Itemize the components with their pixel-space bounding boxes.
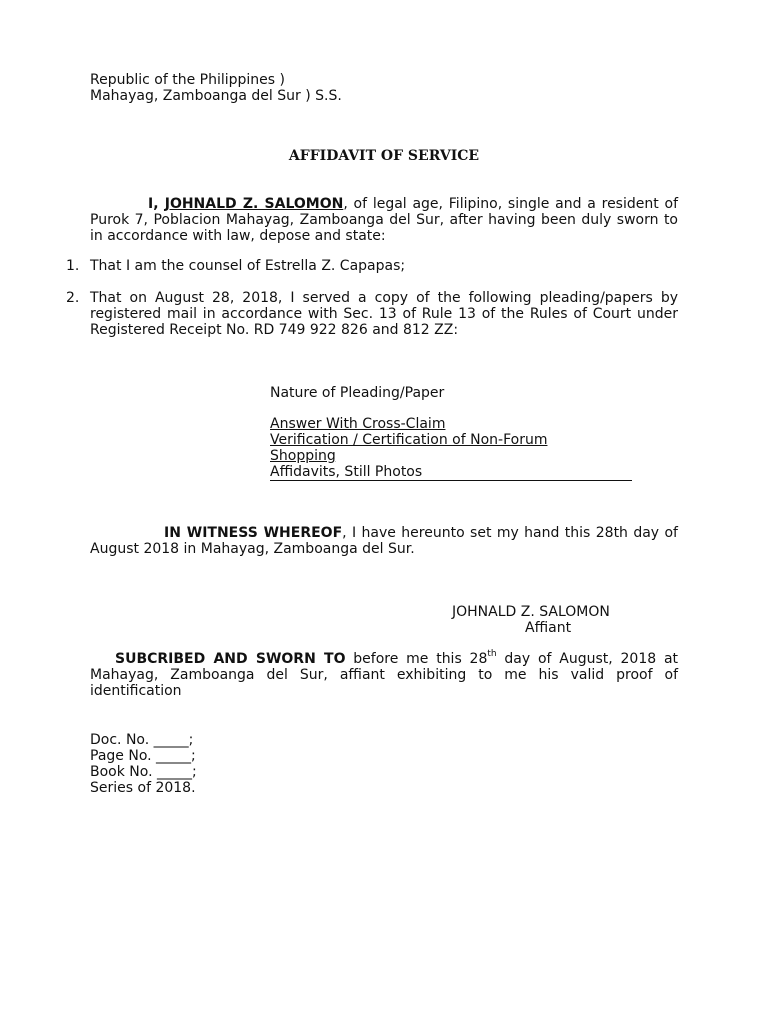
jurat-superscript: th — [487, 649, 497, 660]
list-item-text: That on August 28, 2018, I served a copy of the following pleading/papers by registered mail in accordance with Sec. 13 of Rule 13 of the Rules of Court under Registered Receipt No. RD 749 922 826 and 812 ZZ: — [90, 290, 678, 338]
nature-heading: Nature of Pleading/Paper — [270, 385, 445, 401]
jurat-text-2: day of August, 2018 at Mahayag, Zamboanga del Sur, affiant exhibiting to me his valid proof of identification — [90, 651, 679, 699]
nature-entry: Shopping — [270, 448, 336, 464]
signature-name: JOHNALD Z. SALOMON — [452, 604, 610, 620]
nature-entry: Verification / Certification of Non-Forum — [270, 432, 548, 448]
nature-entry: Answer With Cross-Claim — [270, 416, 446, 432]
series: Series of 2018. — [90, 780, 196, 796]
venue-line-1: Republic of the Philippines ) — [90, 72, 285, 88]
list-item — [66, 290, 678, 338]
list-item-number: 1. — [66, 258, 80, 274]
list-item-number: 2. — [66, 290, 80, 306]
jurat-lead: SUBCRIBED AND SWORN TO — [115, 651, 346, 667]
witness-paragraph — [90, 525, 678, 557]
doc-no: Doc. No. _____; — [90, 732, 194, 748]
list-item-text: That I am the counsel of Estrella Z. Capapas; — [90, 258, 406, 274]
venue-block — [90, 72, 510, 104]
witness-lead: IN WITNESS WHEREOF — [164, 525, 343, 541]
jurat-text-1: before me this 28 — [345, 651, 488, 667]
intro-text: , of legal age, Filipino, single and a resident of Purok 7, Poblacion Mahayag, Zamboanga del Sur, after having been duly sworn to in accordance with law, depose and state: — [90, 196, 678, 244]
witness-text: , I have hereunto set my hand this 28th day of August 2018 in Mahayag, Zamboanga del Sur. — [90, 525, 678, 557]
affiant-name: JOHNALD Z. SALOMON — [164, 196, 344, 212]
notarial-register — [90, 732, 390, 796]
book-no: Book No. _____; — [90, 764, 197, 780]
document-title: AFFIDAVIT OF SERVICE — [288, 148, 480, 164]
intro-paragraph — [90, 196, 678, 244]
signature-block — [452, 604, 692, 636]
venue-line-2: Mahayag, Zamboanga del Sur ) S.S. — [90, 88, 342, 104]
nature-entry: Affidavits, Still Photos — [270, 464, 632, 481]
nature-list — [270, 416, 632, 481]
list-item — [66, 258, 678, 274]
jurat-paragraph — [90, 651, 678, 699]
intro-prefix: I, — [148, 196, 165, 212]
signature-role: Affiant — [525, 620, 572, 636]
page-no: Page No. _____; — [90, 748, 196, 764]
